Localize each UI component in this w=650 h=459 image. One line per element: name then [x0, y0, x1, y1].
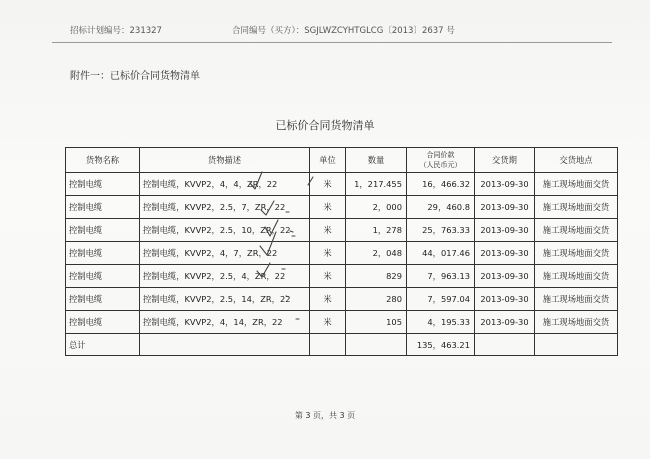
- table-row: [66, 219, 618, 242]
- annex-title: 附件一：已标价合同货物清单: [70, 71, 200, 82]
- cell-unit: 米: [310, 219, 346, 242]
- cell-description: 控制电缆，KVVP2，2.5，10，ZR，22: [140, 219, 310, 242]
- cell-quantity: 105: [346, 311, 407, 334]
- col-header-quantity: 数量: [346, 148, 407, 173]
- cell-description: 控制电缆，KVVP2，2.5，4，ZR，22: [140, 265, 310, 288]
- cell-description: 控制电缆，KVVP2，4，14，ZR，22: [140, 311, 310, 334]
- contract-number: 合同编号（买方）：SGJLWZCYHTGLCG〔2013〕2637 号: [232, 26, 455, 36]
- cell-delivery-date: 2013-09-30: [475, 288, 535, 311]
- cell-price: 25，763.33: [407, 219, 475, 242]
- table-row: [66, 288, 618, 311]
- table-row: [66, 265, 618, 288]
- cell-unit: 米: [310, 311, 346, 334]
- total-row: [66, 334, 618, 356]
- cell-delivery-place: 施工现场地面交货: [535, 242, 618, 265]
- cell-delivery-place: 施工现场地面交货: [535, 265, 618, 288]
- cell-delivery-place: 施工现场地面交货: [535, 196, 618, 219]
- tender-plan-number: 招标计划编号：231327: [70, 26, 162, 36]
- cell-unit: 米: [310, 173, 346, 196]
- cell-delivery-date: 2013-09-30: [475, 196, 535, 219]
- cell-price: 7，963.13: [407, 265, 475, 288]
- cell-unit: 米: [310, 242, 346, 265]
- table-row: [66, 242, 618, 265]
- cell-delivery-date: 2013-09-30: [475, 173, 535, 196]
- cell-price: 7，597.04: [407, 288, 475, 311]
- cell-unit: 米: [310, 196, 346, 219]
- cell-unit: 米: [310, 288, 346, 311]
- cell-quantity: 280: [346, 288, 407, 311]
- col-header-delivery-place: 交货地点: [535, 148, 618, 173]
- cell-description: 控制电缆，KVVP2，4，4，ZR，22: [140, 173, 310, 196]
- cell-delivery-place: 施工现场地面交货: [535, 311, 618, 334]
- cell-quantity: 2，000: [346, 196, 407, 219]
- cell-price: 16，466.32: [407, 173, 475, 196]
- cell-goods-name: 控制电缆: [66, 219, 140, 242]
- cell-quantity: 2，048: [346, 242, 407, 265]
- col-header-unit: 单位: [310, 148, 346, 173]
- cell-delivery-date: 2013-09-30: [475, 219, 535, 242]
- cell-delivery-place: 施工现场地面交货: [535, 288, 618, 311]
- col-header-price-label: 合同价款: [426, 151, 455, 159]
- cell-price: 29，460.8: [407, 196, 475, 219]
- empty-cell: [475, 334, 535, 356]
- table-header-row: [66, 148, 618, 173]
- cell-goods-name: 控制电缆: [66, 311, 140, 334]
- cell-description: 控制电缆，KVVP2，2.5，14，ZR，22: [140, 288, 310, 311]
- empty-cell: [346, 334, 407, 356]
- cell-delivery-place: 施工现场地面交货: [535, 173, 618, 196]
- col-header-name: 货物名称: [66, 148, 140, 173]
- cell-description: 控制电缆，KVVP2，4，7，ZR，22: [140, 242, 310, 265]
- cell-description: 控制电缆，KVVP2，2.5，7，ZR，22: [140, 196, 310, 219]
- cell-price: 4，195.33: [407, 311, 475, 334]
- cell-delivery-date: 2013-09-30: [475, 311, 535, 334]
- cell-goods-name: 控制电缆: [66, 196, 140, 219]
- cell-quantity: 829: [346, 265, 407, 288]
- cell-goods-name: 控制电缆: [66, 173, 140, 196]
- table-row: [66, 311, 618, 334]
- col-header-delivery-date: 交货期: [475, 148, 535, 173]
- cell-quantity: 1，217.455: [346, 173, 407, 196]
- empty-cell: [310, 334, 346, 356]
- total-label: 总计: [66, 334, 140, 356]
- empty-cell: [535, 334, 618, 356]
- cell-goods-name: 控制电缆: [66, 242, 140, 265]
- cell-delivery-date: 2013-09-30: [475, 242, 535, 265]
- cell-delivery-place: 施工现场地面交货: [535, 219, 618, 242]
- cell-delivery-date: 2013-09-30: [475, 265, 535, 288]
- cell-price: 44，017.46: [407, 242, 475, 265]
- goods-table: [65, 147, 618, 356]
- page-number: 第 3 页，共 3 页: [294, 411, 356, 420]
- cell-unit: 米: [310, 265, 346, 288]
- total-value: 135，463.21: [407, 334, 475, 356]
- col-header-price-currency: （人民币元）: [419, 161, 462, 169]
- cell-quantity: 1，278: [346, 219, 407, 242]
- table-row: [66, 196, 618, 219]
- col-header-price: [407, 148, 475, 173]
- cell-goods-name: 控制电缆: [66, 265, 140, 288]
- cell-goods-name: 控制电缆: [66, 288, 140, 311]
- table-title: 已标价合同货物清单: [275, 119, 375, 132]
- table-row: [66, 173, 618, 196]
- col-header-description: 货物描述: [140, 148, 310, 173]
- header-divider: [52, 42, 612, 43]
- empty-cell: [140, 334, 310, 356]
